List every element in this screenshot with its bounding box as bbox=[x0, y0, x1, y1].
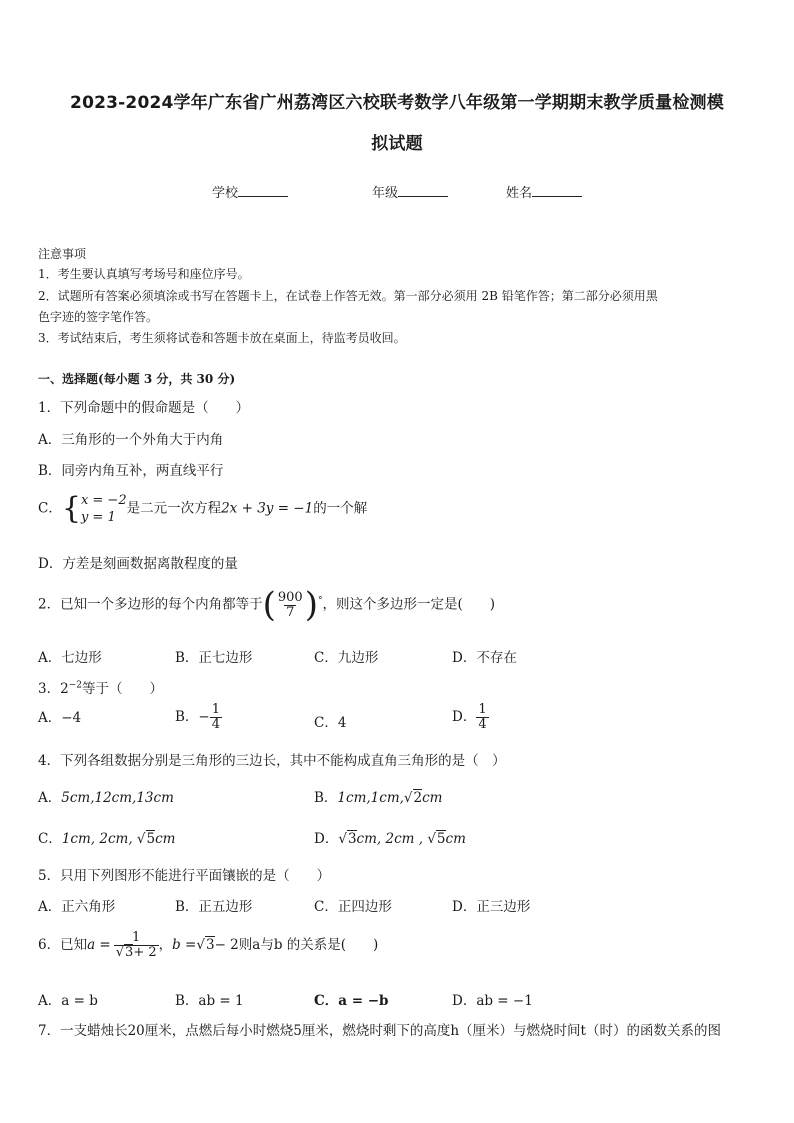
sqrt-icon: √ bbox=[338, 831, 347, 847]
q3-b-numerator: 1 bbox=[211, 702, 221, 717]
q3-c-value: 4 bbox=[337, 715, 347, 731]
sqrt-icon: √ bbox=[403, 790, 413, 806]
q4-a-label: A． bbox=[38, 790, 62, 806]
left-paren-icon: ( bbox=[262, 585, 276, 625]
q1-stem: 1．下列命题中的假命题是（ ） bbox=[38, 400, 250, 416]
q4-option-c bbox=[38, 827, 176, 847]
grade-field bbox=[372, 182, 448, 201]
q2-option-b: B．正七边形 bbox=[175, 650, 253, 666]
q1-c-label: C． bbox=[38, 500, 62, 517]
q3-option-b bbox=[175, 703, 222, 732]
q1-c-y: y = 1 bbox=[80, 510, 116, 525]
q6-stem bbox=[38, 931, 378, 960]
q4-d-radicand-1: 3 bbox=[347, 831, 357, 847]
q1-c-x: x = −2 bbox=[80, 493, 127, 508]
q4-option-b bbox=[314, 786, 443, 806]
section-heading: 一、选择题(每小题 3 分，共 30 分) bbox=[38, 372, 236, 386]
q6-b-eq: b = bbox=[172, 937, 197, 953]
sqrt-icon: √ bbox=[115, 945, 125, 960]
sqrt-icon: √ bbox=[427, 831, 436, 847]
q4-b-label: B． bbox=[314, 790, 338, 806]
page-title: 2023-2024学年广东省广州荔湾区六校联考数学八年级第一学期期末教学质量检测模 bbox=[70, 93, 724, 113]
q4-option-a bbox=[38, 786, 174, 806]
q3-option-d bbox=[452, 703, 489, 732]
q5-option-a: A．正六角形 bbox=[38, 899, 116, 915]
q3-b-denominator: 4 bbox=[211, 717, 221, 732]
q3-a-value: −4 bbox=[61, 710, 82, 726]
q5-option-d: D．正三边形 bbox=[452, 899, 531, 915]
note-1: 1．考生要认真填写考场号和座位序号。 bbox=[38, 267, 250, 281]
q5-option-b: B．正五边形 bbox=[175, 899, 253, 915]
q4-d-radicand-2: 5 bbox=[436, 831, 446, 847]
q3-base: 2 bbox=[60, 681, 69, 697]
q3-c-label: C． bbox=[314, 715, 338, 731]
q4-d-unit: cm bbox=[445, 831, 466, 847]
q4-c-unit: cm bbox=[155, 831, 176, 847]
q2-stem-post: ，则这个多边形一定是( ) bbox=[322, 596, 495, 613]
q4-option-d bbox=[314, 827, 466, 847]
q2-denominator: 7 bbox=[286, 604, 295, 620]
q5-stem: 5．只用下列图形不能进行平面镶嵌的是（ ） bbox=[38, 868, 331, 884]
q4-d-mid: cm, 2cm , bbox=[356, 831, 428, 847]
q3-stem bbox=[38, 677, 163, 697]
note-2: 2．试题所有答案必须填涂或书写在答题卡上，在试卷上作答无效。第一部分必须用 2B 铅笔作答；第二部分必须用黑 bbox=[38, 289, 658, 303]
q6-stem-pre: 6．已知 bbox=[38, 937, 88, 953]
q2-degree: ° bbox=[317, 596, 323, 606]
q3-b-fraction bbox=[210, 703, 222, 732]
q3-d-fraction bbox=[476, 703, 488, 732]
q6-a-radicand: 3 bbox=[125, 945, 134, 960]
q6-option-a: A．a = b bbox=[38, 993, 98, 1009]
q6-a-denominator bbox=[114, 945, 159, 960]
q1-c-equation: 2x + 3y = −1 bbox=[221, 500, 314, 517]
q6-a-fraction bbox=[114, 931, 159, 960]
q6-b-radicand: 3 bbox=[205, 937, 215, 953]
q3-d-label: D． bbox=[452, 709, 477, 725]
note-2-continued: 色字迹的签字笔作答。 bbox=[38, 310, 159, 324]
q3-d-denominator: 4 bbox=[478, 717, 487, 732]
q4-c-label: C． bbox=[38, 831, 62, 847]
page-title-continued: 拟试题 bbox=[371, 134, 423, 154]
q1-c-mid: 是二元一次方程 bbox=[126, 500, 222, 517]
q2-numerator: 900 bbox=[277, 589, 303, 605]
grade-label: 年级 bbox=[372, 186, 399, 201]
q6-option-d: D．ab = −1 bbox=[452, 993, 533, 1009]
q1-option-d: D．方差是刻画数据离散程度的量 bbox=[38, 556, 238, 572]
school-blank bbox=[238, 184, 288, 197]
q1-option-a: A．三角形的一个外角大于内角 bbox=[38, 432, 224, 448]
q3-b-label: B． bbox=[175, 709, 199, 725]
name-field bbox=[506, 182, 582, 201]
q3-exponent: −2 bbox=[68, 680, 82, 691]
q3-d-numerator: 1 bbox=[478, 702, 487, 717]
q6-a-den-post: + 2 bbox=[133, 945, 157, 960]
school-label: 学校 bbox=[212, 186, 239, 201]
name-blank bbox=[532, 184, 582, 197]
q2-fraction bbox=[276, 591, 305, 620]
q4-b-radicand: 2 bbox=[413, 790, 423, 806]
right-paren-icon: ) bbox=[304, 585, 318, 625]
q6-option-c: C．a = −b bbox=[314, 993, 389, 1009]
brace-icon: { bbox=[61, 491, 81, 526]
q6-b-post: − 2 bbox=[214, 937, 239, 953]
q4-b-pre: 1cm,1cm, bbox=[337, 790, 404, 806]
q1-c-system bbox=[81, 492, 127, 526]
q3-option-a bbox=[38, 705, 81, 731]
name-label: 姓名 bbox=[506, 186, 533, 201]
q6-a-numerator: 1 bbox=[132, 930, 141, 945]
q3-b-sign: − bbox=[198, 709, 210, 725]
q4-a-value: 5cm,12cm,13cm bbox=[61, 790, 174, 806]
q4-stem: 4．下列各组数据分别是三角形的三边长，其中不能构成直角三角形的是（ ） bbox=[38, 753, 506, 769]
q4-c-pre: 1cm, 2cm, bbox=[61, 831, 137, 847]
q2-option-c: C．九边形 bbox=[314, 650, 379, 666]
q2-stem bbox=[38, 585, 495, 625]
q1-c-end: 的一个解 bbox=[313, 500, 368, 517]
q6-a-eq: a = bbox=[87, 937, 111, 953]
q4-b-unit: cm bbox=[422, 790, 443, 806]
q3-a-label: A． bbox=[38, 710, 62, 726]
school-field bbox=[212, 182, 288, 201]
note-3: 3．考试结束后，考生须将试卷和答题卡放在桌面上，待监考员收回。 bbox=[38, 331, 406, 345]
q6-separator: ， bbox=[158, 937, 173, 953]
q6-option-b: B．ab = 1 bbox=[175, 993, 244, 1009]
q6-stem-post: 则a与b 的关系是( ) bbox=[238, 937, 379, 953]
sqrt-icon: √ bbox=[136, 831, 146, 847]
grade-blank bbox=[398, 184, 448, 197]
q7-stem: 7．一支蜡烛长20厘米，点燃后每小时燃烧5厘米，燃烧时剩下的高度h（厘米）与燃烧时间t（时）的函数关系的图 bbox=[38, 1023, 721, 1039]
sqrt-icon: √ bbox=[196, 937, 205, 953]
q4-d-label: D． bbox=[314, 831, 339, 847]
q4-c-radicand: 5 bbox=[146, 831, 156, 847]
q1-option-b: B．同旁内角互补，两直线平行 bbox=[38, 463, 224, 479]
q3-number: 3． bbox=[38, 681, 61, 697]
q2-option-a: A．七边形 bbox=[38, 650, 102, 666]
q2-stem-pre: 2．已知一个多边形的每个内角都等于 bbox=[38, 596, 263, 613]
q3-stem-post: 等于（ ） bbox=[81, 681, 163, 697]
notes-heading: 注意事项 bbox=[38, 247, 87, 261]
q2-option-d: D．不存在 bbox=[452, 650, 517, 666]
q3-option-c bbox=[314, 711, 346, 731]
q1-option-c bbox=[38, 492, 367, 526]
q5-option-c: C．正四边形 bbox=[314, 899, 392, 915]
